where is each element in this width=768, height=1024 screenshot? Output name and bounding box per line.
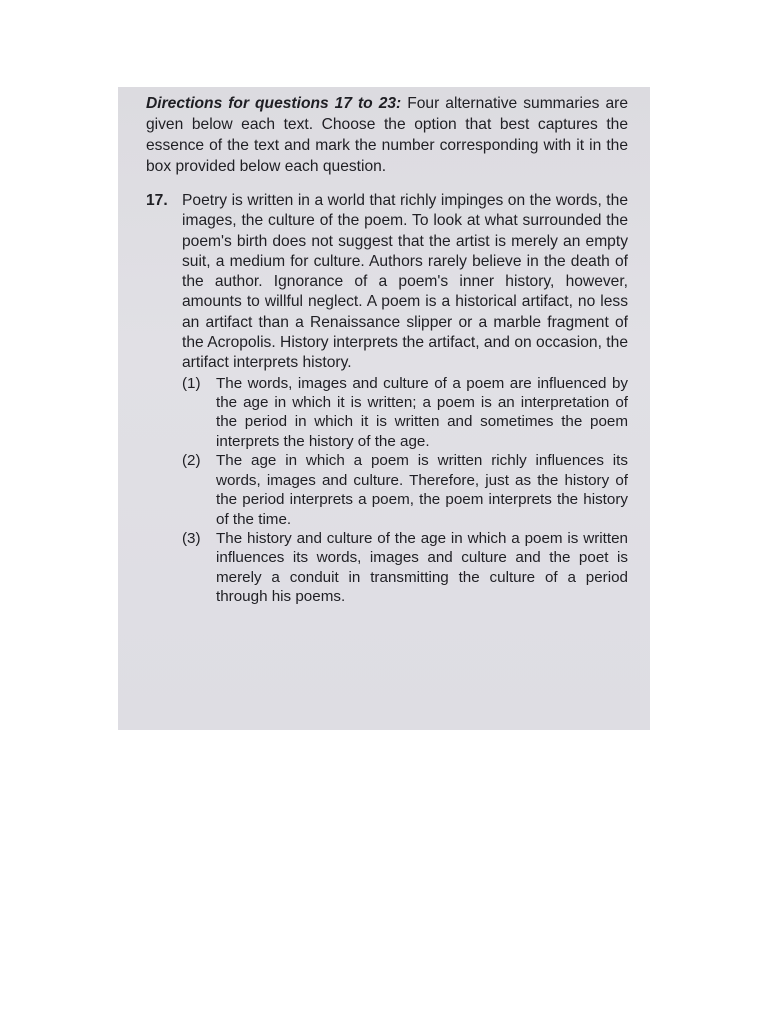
option-1-text: The words, images and culture of a poem are influenced by the age in which it is written; a poem is an interpretation of the period in which it is written and sometimes the poem interprets the history of the age.: [216, 374, 628, 450]
scanned-page: [118, 87, 650, 730]
option-2-number: (2): [182, 452, 201, 470]
option-1-number: (1): [182, 374, 201, 392]
question-17: [146, 191, 628, 607]
directions-lead: Directions for questions 17 to 23:: [146, 95, 402, 112]
directions-paragraph: [146, 93, 628, 177]
option-2: [182, 451, 628, 529]
option-3-text: The history and culture of the age in which a poem is written influences its words, images and culture and the poet is merely a conduit in transmitting the culture of a period through his poems.: [216, 529, 628, 606]
answer-options: [182, 374, 628, 607]
option-1: [182, 374, 628, 452]
directions-text: Four alternative summaries are given below each text. Choose the option that best captures the essence of the text and mark the number corresponding with it in the box provided below each question.: [146, 95, 628, 175]
question-number: 17.: [146, 192, 168, 209]
option-3-number: (3): [182, 529, 201, 547]
question-text: Poetry is written in a world that richly impinges on the words, the images, the culture of the poem. To look at what surrounded the poem's birth does not suggest that the artist is merely an empty suit, a medium for culture. Authors rarely believe in the death of the author. Ignorance of a poem's inner history, however, amounts to willful neglect. A poem is a historical artifact, no less an artifact than a Renaissance slipper or a marble fragment of the Acropolis. History interprets the artifact, and on occasion, the artifact interprets history.: [182, 192, 628, 372]
option-2-text: The age in which a poem is written richly influences its words, images and culture. Therefore, just as the history of the period interprets a poem, the poem interprets the history of the time.: [216, 452, 628, 528]
option-3: [182, 529, 628, 607]
